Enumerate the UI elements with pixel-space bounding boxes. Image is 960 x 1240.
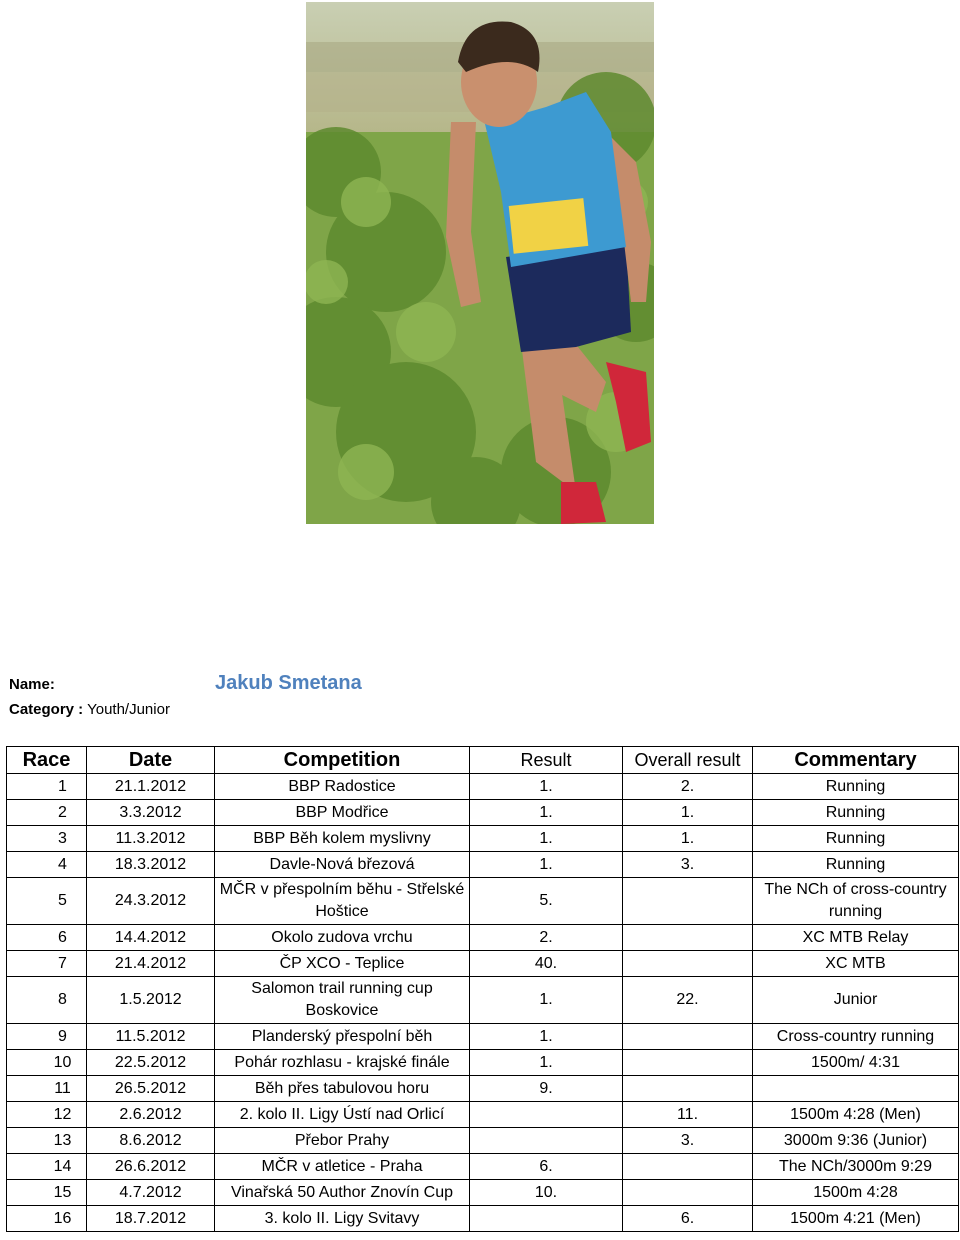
athlete-name: Jakub Smetana	[215, 672, 362, 694]
commentary: Running	[753, 774, 959, 800]
result: 9.	[470, 1076, 623, 1102]
race-date: 18.3.2012	[87, 852, 215, 878]
overall-result	[623, 878, 753, 925]
commentary	[753, 1076, 959, 1102]
result	[470, 1102, 623, 1128]
commentary: The NCh of cross-country running	[753, 878, 959, 925]
commentary: The NCh/3000m 9:29	[753, 1154, 959, 1180]
race-number: 12	[7, 1102, 87, 1128]
race-number: 6	[7, 925, 87, 951]
commentary: 1500m/ 4:31	[753, 1050, 959, 1076]
table-row	[7, 1154, 959, 1180]
competition-name: 2. kolo II. Ligy Ústí nad Orlicí	[215, 1102, 470, 1128]
race-date: 2.6.2012	[87, 1102, 215, 1128]
table-row	[7, 852, 959, 878]
race-number: 15	[7, 1180, 87, 1206]
commentary: Junior	[753, 977, 959, 1024]
table-row	[7, 951, 959, 977]
overall-result	[623, 1154, 753, 1180]
commentary: Cross-country running	[753, 1024, 959, 1050]
race-number: 7	[7, 951, 87, 977]
race-date: 1.5.2012	[87, 977, 215, 1024]
category-line	[9, 701, 170, 718]
header-row	[7, 747, 959, 774]
table-row	[7, 1206, 959, 1232]
race-date: 14.4.2012	[87, 925, 215, 951]
race-date: 22.5.2012	[87, 1050, 215, 1076]
name-label: Name:	[9, 676, 55, 693]
header-result: Result	[470, 747, 623, 774]
header-date: Date	[87, 747, 215, 774]
race-date: 26.5.2012	[87, 1076, 215, 1102]
competition-name: MČR v přespolním běhu - Střelské Hoštice	[215, 878, 470, 925]
result: 1.	[470, 1024, 623, 1050]
table-row	[7, 1128, 959, 1154]
result: 2.	[470, 925, 623, 951]
header-race: Race	[7, 747, 87, 774]
result	[470, 1128, 623, 1154]
race-number: 1	[7, 774, 87, 800]
competition-name: Davle-Nová březová	[215, 852, 470, 878]
race-number: 2	[7, 800, 87, 826]
race-number: 13	[7, 1128, 87, 1154]
result	[470, 1206, 623, 1232]
competition-name: Přebor Prahy	[215, 1128, 470, 1154]
race-number: 16	[7, 1206, 87, 1232]
competition-name: Salomon trail running cup Boskovice	[215, 977, 470, 1024]
race-date: 8.6.2012	[87, 1128, 215, 1154]
race-number: 4	[7, 852, 87, 878]
race-number: 14	[7, 1154, 87, 1180]
header-competition: Competition	[215, 747, 470, 774]
race-number: 11	[7, 1076, 87, 1102]
race-date: 26.6.2012	[87, 1154, 215, 1180]
result: 1.	[470, 800, 623, 826]
overall-result	[623, 951, 753, 977]
race-number: 5	[7, 878, 87, 925]
table-row	[7, 977, 959, 1024]
commentary: Running	[753, 826, 959, 852]
overall-result	[623, 1076, 753, 1102]
result: 1.	[470, 826, 623, 852]
commentary: Running	[753, 852, 959, 878]
race-date: 3.3.2012	[87, 800, 215, 826]
table-row	[7, 1180, 959, 1206]
overall-result: 3.	[623, 1128, 753, 1154]
race-date: 18.7.2012	[87, 1206, 215, 1232]
race-date: 11.3.2012	[87, 826, 215, 852]
race-date: 21.1.2012	[87, 774, 215, 800]
commentary: XC MTB	[753, 951, 959, 977]
result: 1.	[470, 977, 623, 1024]
competition-name: BBP Radostice	[215, 774, 470, 800]
overall-result: 22.	[623, 977, 753, 1024]
table-row	[7, 1050, 959, 1076]
result: 6.	[470, 1154, 623, 1180]
competition-name: ČP XCO - Teplice	[215, 951, 470, 977]
commentary: 3000m 9:36 (Junior)	[753, 1128, 959, 1154]
overall-result: 6.	[623, 1206, 753, 1232]
competition-name: BBP Běh kolem myslivny	[215, 826, 470, 852]
result: 1.	[470, 852, 623, 878]
race-date: 4.7.2012	[87, 1180, 215, 1206]
header-commentary: Commentary	[753, 747, 959, 774]
overall-result	[623, 1024, 753, 1050]
race-number: 10	[7, 1050, 87, 1076]
competition-name: MČR v atletice - Praha	[215, 1154, 470, 1180]
result: 40.	[470, 951, 623, 977]
commentary: 1500m 4:28	[753, 1180, 959, 1206]
result: 1.	[470, 1050, 623, 1076]
table-row	[7, 878, 959, 925]
overall-result: 1.	[623, 800, 753, 826]
category-label: Category :	[9, 701, 84, 718]
commentary: 1500m 4:21 (Men)	[753, 1206, 959, 1232]
competition-name: Běh přes tabulovou horu	[215, 1076, 470, 1102]
race-date: 11.5.2012	[87, 1024, 215, 1050]
table-row	[7, 1076, 959, 1102]
overall-result: 1.	[623, 826, 753, 852]
race-date: 24.3.2012	[87, 878, 215, 925]
overall-result	[623, 925, 753, 951]
result: 10.	[470, 1180, 623, 1206]
race-date: 21.4.2012	[87, 951, 215, 977]
race-number: 9	[7, 1024, 87, 1050]
table-row	[7, 774, 959, 800]
overall-result	[623, 1050, 753, 1076]
category-value: Youth/Junior	[87, 701, 170, 718]
competition-name: 3. kolo II. Ligy Svitavy	[215, 1206, 470, 1232]
commentary: 1500m 4:28 (Men)	[753, 1102, 959, 1128]
table-row	[7, 925, 959, 951]
competition-name: Vinařská 50 Author Znovín Cup	[215, 1180, 470, 1206]
result: 1.	[470, 774, 623, 800]
race-number: 8	[7, 977, 87, 1024]
result: 5.	[470, 878, 623, 925]
overall-result: 11.	[623, 1102, 753, 1128]
table-row	[7, 800, 959, 826]
race-number: 3	[7, 826, 87, 852]
competition-name: BBP Modřice	[215, 800, 470, 826]
commentary: XC MTB Relay	[753, 925, 959, 951]
overall-result: 2.	[623, 774, 753, 800]
competition-name: Planderský přespolní běh	[215, 1024, 470, 1050]
overall-result	[623, 1180, 753, 1206]
table-row	[7, 1102, 959, 1128]
competition-name: Okolo zudova vrchu	[215, 925, 470, 951]
header-overall-result: Overall result	[623, 747, 753, 774]
overall-result: 3.	[623, 852, 753, 878]
table-row	[7, 826, 959, 852]
commentary: Running	[753, 800, 959, 826]
results-table	[6, 746, 959, 1232]
table-row	[7, 1024, 959, 1050]
athlete-photo	[306, 2, 654, 524]
competition-name: Pohár rozhlasu - krajské finále	[215, 1050, 470, 1076]
